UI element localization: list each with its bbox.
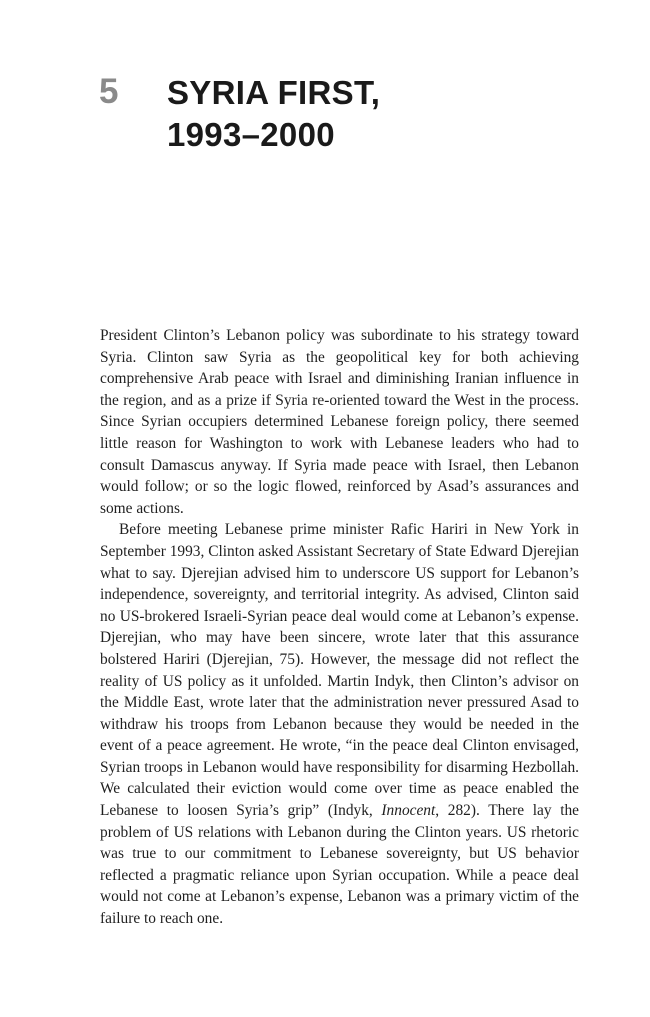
chapter-title-line-1: SYRIA FIRST, xyxy=(167,74,381,111)
chapter-title xyxy=(167,72,380,156)
paragraph-2-text-b: , 282). There lay the problem of US relations with Lebanon during the Clinton years. US rhetoric was true to our commitment to Lebanese sovereignty, but US behavior reflected a pragmatic reliance upon Syrian occupation. While a peace deal would not come at Lebanon’s expense, Lebanon was a primary victim of the failure to reach one. xyxy=(100,802,579,928)
book-title-italic: Innocent xyxy=(381,802,436,820)
chapter-title-line-2: 1993–2000 xyxy=(167,116,335,153)
paragraph-2 xyxy=(100,519,579,929)
paragraph-2-text-a: Before meeting Lebanese prime minister Rafic Hariri in New York in September 1993, Clinton asked Assistant Secretary of State Edward Djerejian what to say. Djerejian advised him to underscore US support for Lebanon’s independence, sovereignty, and territorial integrity. As advised, Clinton said no US-brokered Israeli-Syrian peace deal would come at Lebanon’s expense. Djerejian, who may have been sincere, wrote later that this assurance bolstered Hariri (Djerejian, 75). However, the message did not reflect the reality of US policy as it unfolded. Martin Indyk, then Clinton’s advisor on the Middle East, wrote later that the administration never pressured Asad to withdraw his troops from Lebanon because they would be needed in the event of a peace agreement. He wrote, “in the peace deal Clinton envisaged, Syrian troops in Lebanon would have responsibility for disarming Hezbollah. We calculated their eviction would come over time as peace enabled the Lebanese to loosen Syria’s grip” (Indyk, xyxy=(100,521,579,820)
paragraph-1: President Clinton’s Lebanon policy was subordinate to his strategy toward Syria. Clinton saw Syria as the geopolitical key for both achieving comprehensive Arab peace with Israel and diminishing Iranian influence in the region, and as a prize if Syria re-oriented toward the West in the process. Since Syrian occupiers determined Lebanese foreign policy, there seemed little reason for Washington to work with Lebanese leaders who had to consult Damascus anyway. If Syria made peace with Israel, then Lebanon would follow; or so the logic flowed, reinforced by Asad’s assurances and some actions. xyxy=(100,327,579,517)
chapter-number: 5 xyxy=(99,72,119,111)
body-text xyxy=(100,325,579,930)
